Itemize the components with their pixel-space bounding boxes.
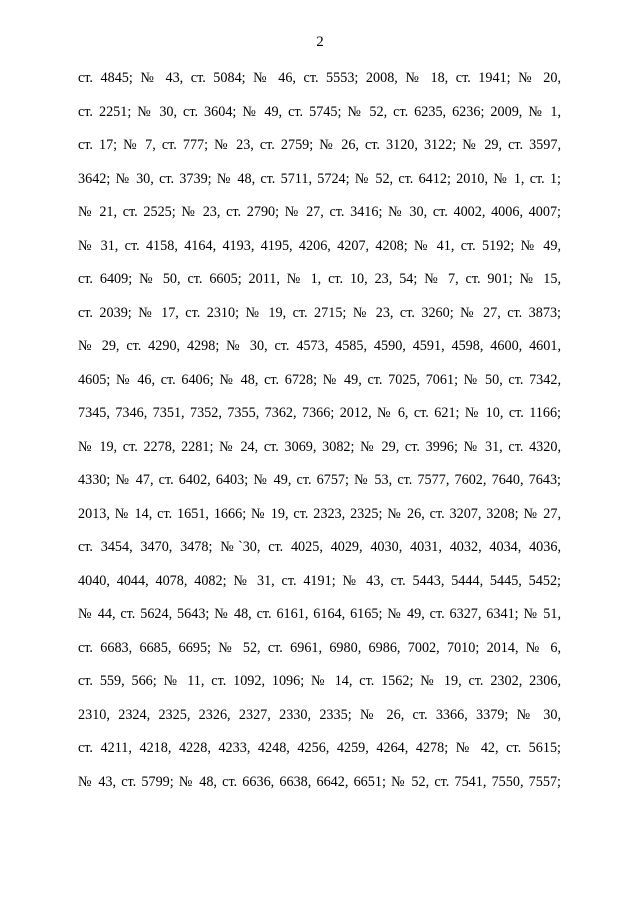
text-line: № 31, ст. 4158, 4164, 4193, 4195, 4206, 4207, 4208; № 41, ст. 5192; № 49, <box>78 237 561 254</box>
text-line: ст. 3454, 3470, 3478; №`30, ст. 4025, 4029, 4030, 4031, 4032, 4034, 4036, <box>78 539 561 555</box>
text-line: 7345, 7346, 7351, 7352, 7355, 7362, 7366; 2012, № 6, ст. 621; № 10, ст. 1166; <box>78 405 561 421</box>
text-line: № 21, ст. 2525; № 23, ст. 2790; № 27, ст. 3416; № 30, ст. 4002, 4006, 4007; <box>78 204 561 220</box>
text-line: ст. 2251; № 30, ст. 3604; № 49, ст. 5745; № 52, ст. 6235, 6236; 2009, № 1, <box>78 103 561 120</box>
text-line: ст. 6683, 6685, 6695; № 52, ст. 6961, 6980, 6986, 7002, 7010; 2014, № 6, <box>78 639 561 656</box>
text-line: 4605; № 46, ст. 6406; № 48, ст. 6728; № 49, ст. 7025, 7061; № 50, ст. 7342, <box>78 371 561 388</box>
text-line: № 43, ст. 5799; № 48, ст. 6636, 6638, 6642, 6651; № 52, ст. 7541, 7550, 7557; <box>78 773 561 790</box>
page-number: 2 <box>316 34 324 50</box>
text-line: ст. 17; № 7, ст. 777; № 23, ст. 2759; № 26, ст. 3120, 3122; № 29, ст. 3597, <box>78 137 561 153</box>
text-line: 2310, 2324, 2325, 2326, 2327, 2330, 2335; № 26, ст. 3366, 3379; № 30, <box>78 706 561 723</box>
text-line: ст. 4845; № 43, ст. 5084; № 46, ст. 5553; 2008, № 18, ст. 1941; № 20, <box>78 70 561 86</box>
text-line: ст. 559, 566; № 11, ст. 1092, 1096; № 14, ст. 1562; № 19, ст. 2302, 2306, <box>78 673 561 689</box>
text-line: № 19, ст. 2278, 2281; № 24, ст. 3069, 3082; № 29, ст. 3996; № 31, ст. 4320, <box>78 438 561 455</box>
body-text <box>78 67 561 804</box>
text-line: ст. 4211, 4218, 4228, 4233, 4248, 4256, 4259, 4264, 4278; № 42, ст. 5615; <box>78 740 561 756</box>
text-line: № 44, ст. 5624, 5643; № 48, ст. 6161, 6164, 6165; № 49, ст. 6327, 6341; № 51, <box>78 606 561 622</box>
text-line: 3642; № 30, ст. 3739; № 48, ст. 5711, 5724; № 52, ст. 6412; 2010, № 1, ст. 1; <box>78 170 561 187</box>
text-line: 2013, № 14, ст. 1651, 1666; № 19, ст. 2323, 2325; № 26, ст. 3207, 3208; № 27, <box>78 505 561 522</box>
text-line: ст. 2039; № 17, ст. 2310; № 19, ст. 2715; № 23, ст. 3260; № 27, ст. 3873; <box>78 304 561 321</box>
text-line: ст. 6409; № 50, ст. 6605; 2011, № 1, ст. 10, 23, 54; № 7, ст. 901; № 15, <box>78 271 561 287</box>
text-line: 4040, 4044, 4078, 4082; № 31, ст. 4191; № 43, ст. 5443, 5444, 5445, 5452; <box>78 572 561 589</box>
text-line: № 29, ст. 4290, 4298; № 30, ст. 4573, 4585, 4590, 4591, 4598, 4600, 4601, <box>78 338 561 354</box>
text-line: 4330; № 47, ст. 6402, 6403; № 49, ст. 6757; № 53, ст. 7577, 7602, 7640, 7643; <box>78 472 561 488</box>
